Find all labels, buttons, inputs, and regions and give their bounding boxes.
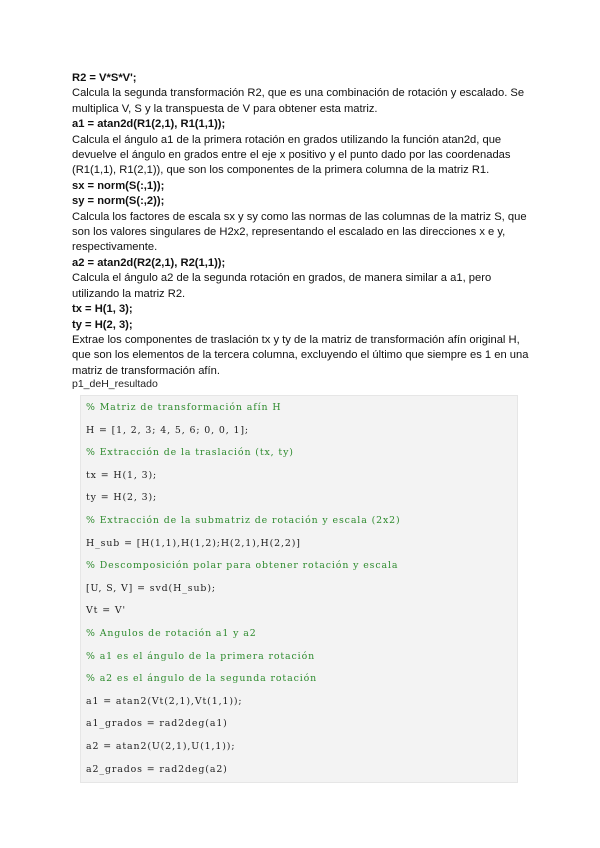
code-comment-line: % Extracción de la submatriz de rotación y escala (2x2) <box>86 515 401 526</box>
code-statement: a1 = atan2d(R1(2,1), R1(1,1)); <box>72 118 226 131</box>
code-statement: sx = norm(S(:,1)); <box>72 179 165 192</box>
explanation-section <box>72 71 532 379</box>
explanation-paragraph: Calcula el ángulo a1 de la primera rotación en grados utilizando la función atan2d, que devuelve el ángulo en grados entre el eje x positivo y el punto dado por las coordenadas (R1(1,1), R1(2,1)), que son los componentes de la primera columna de la matriz R1. <box>72 133 511 177</box>
code-comment-line: % Matriz de transformación afín H <box>86 402 282 413</box>
code-comment-line: % Extracción de la traslación (tx, ty) <box>86 447 294 459</box>
code-statement: R2 = V*S*V'; <box>72 72 137 84</box>
code-comment-line: % a1 es el ángulo de la primera rotación <box>86 650 316 662</box>
code-line: [U, S, V] = svd(H_sub); <box>86 582 216 594</box>
code-line: tx = H(1, 3); <box>86 469 158 481</box>
code-statement: ty = H(2, 3); <box>72 318 133 331</box>
code-line: a1 = atan2(Vt(2,1),Vt(1,1)); <box>86 695 243 707</box>
code-line: a2 = atan2(U(2,1),U(1,1)); <box>86 741 236 752</box>
code-line: a1_grados = rad2deg(a1) <box>86 718 228 730</box>
code-line: Vt = V' <box>86 605 127 617</box>
code-comment-line: % Angulos de rotación a1 y a2 <box>86 628 257 639</box>
explanation-paragraph: Calcula el ángulo a2 de la segunda rotación en grados, de manera similar a a1, pero utilizando la matriz R2. <box>72 272 492 300</box>
code-statement: tx = H(1, 3); <box>72 303 133 316</box>
code-statement: a2 = atan2d(R2(2,1), R2(1,1)); <box>72 256 226 269</box>
code-comment-line: % Descomposición polar para obtener rotación y escala <box>86 560 399 572</box>
explanation-paragraph: Extrae los componentes de traslación tx y ty de la matriz de transformación afín original H, que son los elementos de la tercera columna, excluyendo el último que siempre es 1 en una matriz de transformación afín. <box>72 333 529 377</box>
code-statement: sy = norm(S(:,2)); <box>72 195 165 208</box>
code-block-title: p1_deH_resultado <box>72 378 158 390</box>
code-line: H = [1, 2, 3; 4, 5, 6; 0, 0, 1]; <box>86 424 249 436</box>
code-line: H_sub = [H(1,1),H(1,2);H(2,1),H(2,2)] <box>86 537 301 549</box>
code-line: ty = H(2, 3); <box>86 492 158 504</box>
code-line: a2_grados = rad2deg(a2) <box>86 763 228 775</box>
explanation-paragraph: Calcula los factores de escala sx y sy como las normas de las columnas de la matriz S, que son los valores singulares de H2x2, representando el escalado en las direcciones x e y, respectivamente. <box>72 210 527 254</box>
code-comment-line: % a2 es el ángulo de la segunda rotación <box>86 673 318 685</box>
explanation-paragraph: Calcula la segunda transformación R2, que es una combinación de rotación y escalado. Se multiplica V, S y la transpuesta de V para obtener esta matriz. <box>72 87 525 115</box>
code-block <box>80 395 518 783</box>
